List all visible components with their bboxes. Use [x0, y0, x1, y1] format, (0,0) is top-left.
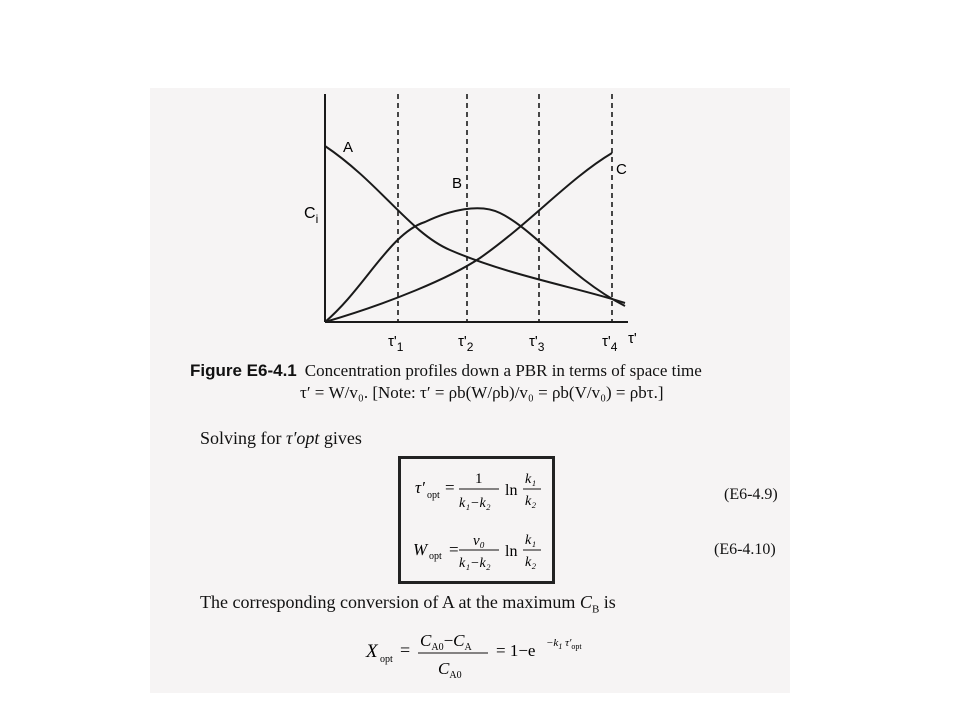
svg-text:opt: opt	[380, 654, 393, 665]
tick-label-tau2: $\tau'_2$	[458, 333, 474, 354]
y-axis-label: $C_i$	[304, 205, 319, 226]
caption-line-2: τ′ = W/v₀. [Note: τ′ = ρb(W/ρb)/v₀ = ρb(V/v₀) = ρbτ.]	[300, 383, 664, 402]
svg-text:= 1−e: = 1−e	[496, 641, 536, 660]
tick-label-tau1: $\tau'_1$	[388, 333, 404, 354]
equation-number-2: (E6-4.10)	[714, 541, 776, 558]
svg-text:v₀: v₀	[473, 533, 485, 549]
svg-text:W: W	[413, 540, 428, 559]
conversion-equation	[360, 624, 620, 682]
svg-text:opt: opt	[427, 490, 440, 501]
optimal-equations-box	[398, 456, 555, 584]
svg-text:=: =	[400, 640, 411, 660]
x-axis-label: τ'	[628, 330, 637, 347]
svg-text:k₁: k₁	[525, 533, 537, 548]
curve-label-a: A	[343, 139, 354, 156]
figure-number: Figure E6-4.1	[190, 361, 297, 380]
svg-text:CA0: $C_{A0}$	[438, 659, 462, 681]
svg-text:1: 1	[475, 471, 483, 487]
caption-line-1: Concentration profiles down a PBR in terms of space time	[304, 361, 702, 380]
svg-text:ln: ln	[505, 482, 518, 499]
svg-text:=: =	[449, 540, 459, 559]
svg-text:X: X	[366, 641, 378, 662]
tau-opt-inline: τ′opt	[286, 428, 320, 448]
tick-label-tau4: $\tau'_4$	[602, 333, 618, 354]
solving-sentence: Solving for τ′opt gives	[200, 428, 362, 448]
svg-text:k₁: k₁	[525, 472, 537, 487]
concentration-plot	[150, 88, 790, 378]
boxed-equations	[401, 459, 552, 581]
svg-text:=: =	[445, 478, 455, 497]
curve-label-c: C	[616, 161, 627, 178]
tick-label-tau3: $\tau'_3$	[529, 333, 545, 354]
svg-text:k₂: k₂	[525, 555, 537, 570]
curve-label-b: B	[452, 175, 463, 192]
curve-a	[325, 146, 625, 303]
svg-text:τ′: τ′	[415, 478, 425, 497]
curve-b	[325, 208, 625, 322]
svg-text:k₁−k₂: k₁−k₂	[459, 496, 491, 511]
svg-text:−k1 τ′opt: $-k_1$ $\tau'_{opt}$	[546, 637, 582, 651]
equation-number-1: (E6-4.9)	[724, 486, 778, 503]
svg-text:opt: opt	[429, 551, 442, 562]
svg-text:ln: ln	[505, 543, 518, 560]
svg-text:k₂: k₂	[525, 494, 537, 509]
svg-text:CA0−CA: $C_{A0}-C_A$	[420, 631, 472, 653]
figure-caption	[190, 360, 750, 404]
corresponding-sentence: The corresponding conversion of A at the maximum $C_B$ is	[200, 592, 616, 616]
curve-c	[325, 153, 612, 322]
svg-text:k₁−k₂: k₁−k₂	[459, 556, 491, 571]
